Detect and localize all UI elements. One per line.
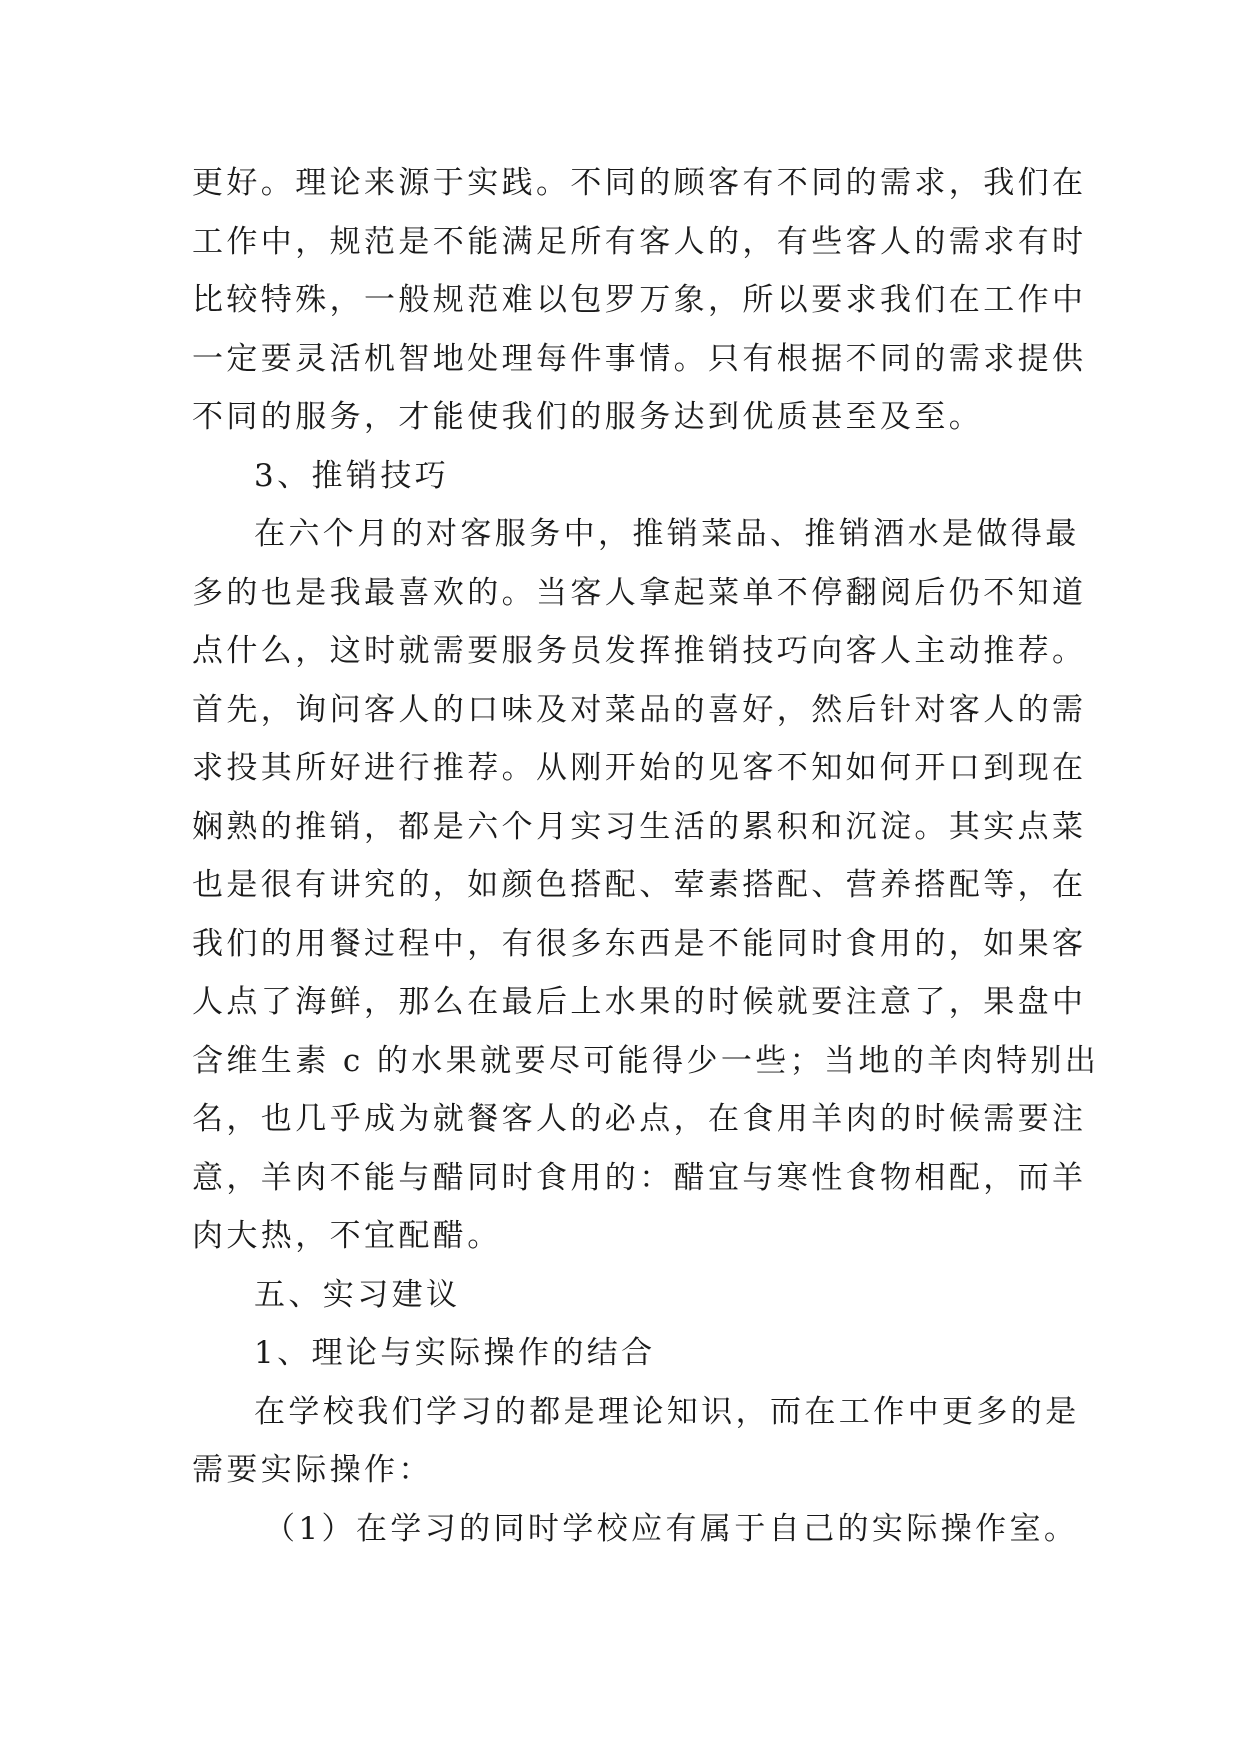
text-line: 我们的用餐过程中，有很多东西是不能同时食用的，如果客 [192,925,1087,962]
subsection-heading: 1、理论与实际操作的结合 [254,1335,656,1371]
text-line: 多的也是我最喜欢的。当客人拿起菜单不停翻阅后仍不知道 [192,574,1087,611]
text-line: 比较特殊，一般规范难以包罗万象，所以要求我们在工作中 [192,282,1087,318]
text-line: 人点了海鲜，那么在最后上水果的时候就要注意了，果盘中 [192,984,1087,1020]
text-line: 首先，询问客人的口味及对菜品的喜好，然后针对客人的需 [192,691,1087,728]
text-line: 需要实际操作： [192,1452,433,1488]
list-item-line: （1）在学习的同时学校应有属于自己的实际操作室。 [264,1510,1079,1547]
paragraph-start-line: 在六个月的对客服务中，推销菜品、推销酒水是做得最 [254,516,1080,552]
text-line: 点什么，这时就需要服务员发挥推销技巧向客人主动推荐。 [192,633,1087,669]
paragraph-start-line: 在学校我们学习的都是理论知识，而在工作中更多的是 [254,1393,1080,1430]
text-line: 也是很有讲究的，如颜色搭配、荤素搭配、营养搭配等，在 [192,867,1087,903]
section-heading: 3、推销技巧 [254,457,450,494]
text-line: 含维生素 c 的水果就要尽可能得少一些；当地的羊肉特别出 [192,1042,1100,1079]
text-line: 工作中，规范是不能满足所有客人的，有些客人的需求有时 [192,223,1087,260]
text-line: 娴熟的推销，都是六个月实习生活的累积和沉淀。其实点菜 [192,808,1087,845]
document-body [192,154,1100,1558]
text-line: 不同的服务，才能使我们的服务达到优质甚至及至。 [192,399,984,435]
section-heading: 五、实习建议 [254,1276,461,1313]
text-line: 更好。理论来源于实践。不同的顾客有不同的需求，我们在 [192,165,1087,201]
text-line: 意，羊肉不能与醋同时食用的：醋宜与寒性食物相配，而羊 [192,1159,1087,1196]
text-line: 一定要灵活机智地处理每件事情。只有根据不同的需求提供 [192,340,1087,377]
text-line: 肉大热，不宜配醋。 [192,1218,502,1254]
text-line: 名，也几乎成为就餐客人的必点，在食用羊肉的时候需要注 [192,1101,1087,1137]
text-line: 求投其所好进行推荐。从刚开始的见客不知如何开口到现在 [192,750,1087,786]
